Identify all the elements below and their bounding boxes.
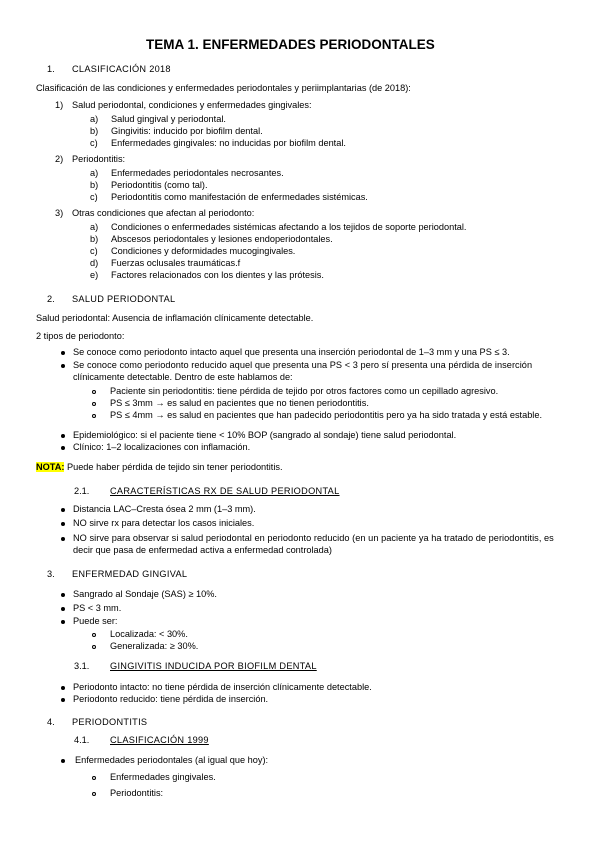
bullet-icon [61, 686, 65, 690]
bullet-icon [61, 593, 65, 597]
list-item: NO sirve rx para detectar los casos iniciales. [73, 518, 255, 528]
list-item: Localizada: < 30%. [110, 629, 188, 639]
list-item: Sangrado al Sondaje (SAS) ≥ 10%. [73, 589, 217, 599]
nota-label: NOTA: [36, 462, 65, 472]
nota [36, 462, 283, 473]
section-3-heading: ENFERMEDAD GINGIVAL [72, 569, 188, 579]
list-item: Distancia LAC–Cresta ósea 2 mm (1–3 mm). [73, 504, 256, 514]
list-item-continued: decir que pasa de enfermedad activa a enfermedad controlada) [73, 545, 332, 555]
bullet-icon [61, 364, 65, 368]
bullet-icon [61, 698, 65, 702]
circle-bullet-icon [92, 402, 96, 406]
circle-bullet-icon [92, 776, 96, 780]
list-letter: b) [90, 180, 99, 190]
list-letter: c) [90, 246, 98, 256]
salud-definition: Salud periodontal: Ausencia de inflamación clínicamente detectable. [36, 313, 314, 323]
bullet-icon [61, 434, 65, 438]
list-letter: b) [90, 234, 99, 244]
circle-bullet-icon [92, 414, 96, 418]
bullet-icon [61, 759, 65, 763]
group-1-label: Salud periodontal, condiciones y enfermedades gingivales: [72, 100, 312, 110]
section-4-heading: PERIODONTITIS [72, 717, 148, 727]
list-item: Se conoce como periodonto reducido aquel que presenta una PS < 3 pero sí presenta una pérdida de inserción [73, 360, 533, 370]
circle-bullet-icon [92, 633, 96, 637]
nota-text: Puede haber pérdida de tejido sin tener periodontitis. [64, 462, 283, 472]
list-item: Periodontitis (como tal). [111, 180, 208, 190]
bullet-icon [61, 537, 65, 541]
subsection-3-1-heading: GINGIVITIS INDUCIDA POR BIOFILM DENTAL [110, 661, 317, 671]
section-2-heading: SALUD PERIODONTAL [72, 294, 176, 304]
bullet-icon [61, 508, 65, 512]
group-2-label: Periodontitis: [72, 154, 126, 164]
list-item: Enfermedades gingivales. [110, 772, 216, 782]
list-item: Condiciones o enfermedades sistémicas afectando a los tejidos de soporte periodontal. [111, 222, 467, 232]
list-item: Enfermedades periodontales (al igual que hoy): [75, 755, 269, 765]
section-1-number: 1. [47, 64, 55, 74]
section-2-number: 2. [47, 294, 55, 304]
bullet-icon [61, 607, 65, 611]
list-item: Puede ser: [73, 616, 118, 626]
list-item: Se conoce como periodonto intacto aquel que presenta una inserción periodontal de 1–3 mm y una PS ≤ 3. [73, 347, 510, 357]
section-1-heading: CLASIFICACIÓN 2018 [72, 64, 171, 74]
group-2-number: 2) [55, 154, 64, 164]
subsection-3-1-number: 3.1. [74, 661, 90, 671]
list-letter: a) [90, 168, 99, 178]
list-item: Periodonto reducido: tiene pérdida de inserción. [73, 694, 269, 704]
bullet-icon [61, 446, 65, 450]
subsection-4-1-number: 4.1. [74, 735, 90, 745]
subsection-2-1-heading: CARACTERÍSTICAS RX DE SALUD PERIODONTAL [110, 486, 340, 496]
section-1-intro: Clasificación de las condiciones y enfermedades periodontales y periimplantarias (de 2018): [36, 83, 411, 93]
list-item: Condiciones y deformidades mucogingivales. [111, 246, 296, 256]
list-item: Abscesos periodontales y lesiones endoperiodontales. [111, 234, 333, 244]
list-letter: c) [90, 138, 98, 148]
list-item: Periodontitis como manifestación de enfermedades sistémicas. [111, 192, 368, 202]
list-letter: c) [90, 192, 98, 202]
subsection-4-1-heading: CLASIFICACIÓN 1999 [110, 735, 209, 745]
list-item: PS < 3 mm. [73, 603, 122, 613]
list-item: Generalizada: ≥ 30%. [110, 641, 199, 651]
group-3-number: 3) [55, 208, 64, 218]
bullet-icon [61, 351, 65, 355]
list-item: Epidemiológico: si el paciente tiene < 10% BOP (sangrado al sondaje) tiene salud periodontal. [73, 430, 457, 440]
list-letter: a) [90, 114, 99, 124]
group-1-number: 1) [55, 100, 64, 110]
list-item: Periodontitis: [110, 788, 164, 798]
list-item: PS ≤ 3mm → es salud en pacientes que no tienen periodontitis. [110, 398, 369, 408]
list-item: Paciente sin periodontitis: tiene pérdida de tejido por otros factores como un cepillado agresivo. [110, 386, 499, 396]
list-item: Enfermedades periodontales necrosantes. [111, 168, 284, 178]
list-letter: a) [90, 222, 99, 232]
list-letter: d) [90, 258, 99, 268]
section-4-number: 4. [47, 717, 55, 727]
list-letter: e) [90, 270, 99, 280]
list-item: NO sirve para observar si salud periodontal en periodonto reducido (en un paciente ya ha tratado de periodontitis, es [73, 533, 554, 543]
list-item: Clínico: 1–2 localizaciones con inflamación. [73, 442, 251, 452]
list-item: Factores relacionados con los dientes y las prótesis. [111, 270, 324, 280]
circle-bullet-icon [92, 792, 96, 796]
page-title: TEMA 1. ENFERMEDADES PERIODONTALES [146, 37, 435, 52]
list-item: Salud gingival y periodontal. [111, 114, 226, 124]
circle-bullet-icon [92, 390, 96, 394]
bullet-icon [61, 620, 65, 624]
subsection-2-1-number: 2.1. [74, 486, 90, 496]
list-item: Fuerzas oclusales traumáticas.f [111, 258, 241, 268]
list-item: Periodonto intacto: no tiene pérdida de inserción clínicamente detectable. [73, 682, 372, 692]
list-item: PS ≤ 4mm → es salud en pacientes que han padecido periodontitis pero ya ha sido tratada y está estable. [110, 410, 543, 420]
list-item-continued: clínicamente detectable. Dentro de este hablamos de: [73, 372, 293, 382]
circle-bullet-icon [92, 645, 96, 649]
group-3-label: Otras condiciones que afectan al periodonto: [72, 208, 255, 218]
list-item: Gingivitis: inducido por biofilm dental. [111, 126, 263, 136]
types-intro: 2 tipos de periodonto: [36, 331, 125, 341]
list-letter: b) [90, 126, 99, 136]
bullet-icon [61, 522, 65, 526]
list-item: Enfermedades gingivales: no inducidas por biofilm dental. [111, 138, 346, 148]
section-3-number: 3. [47, 569, 55, 579]
